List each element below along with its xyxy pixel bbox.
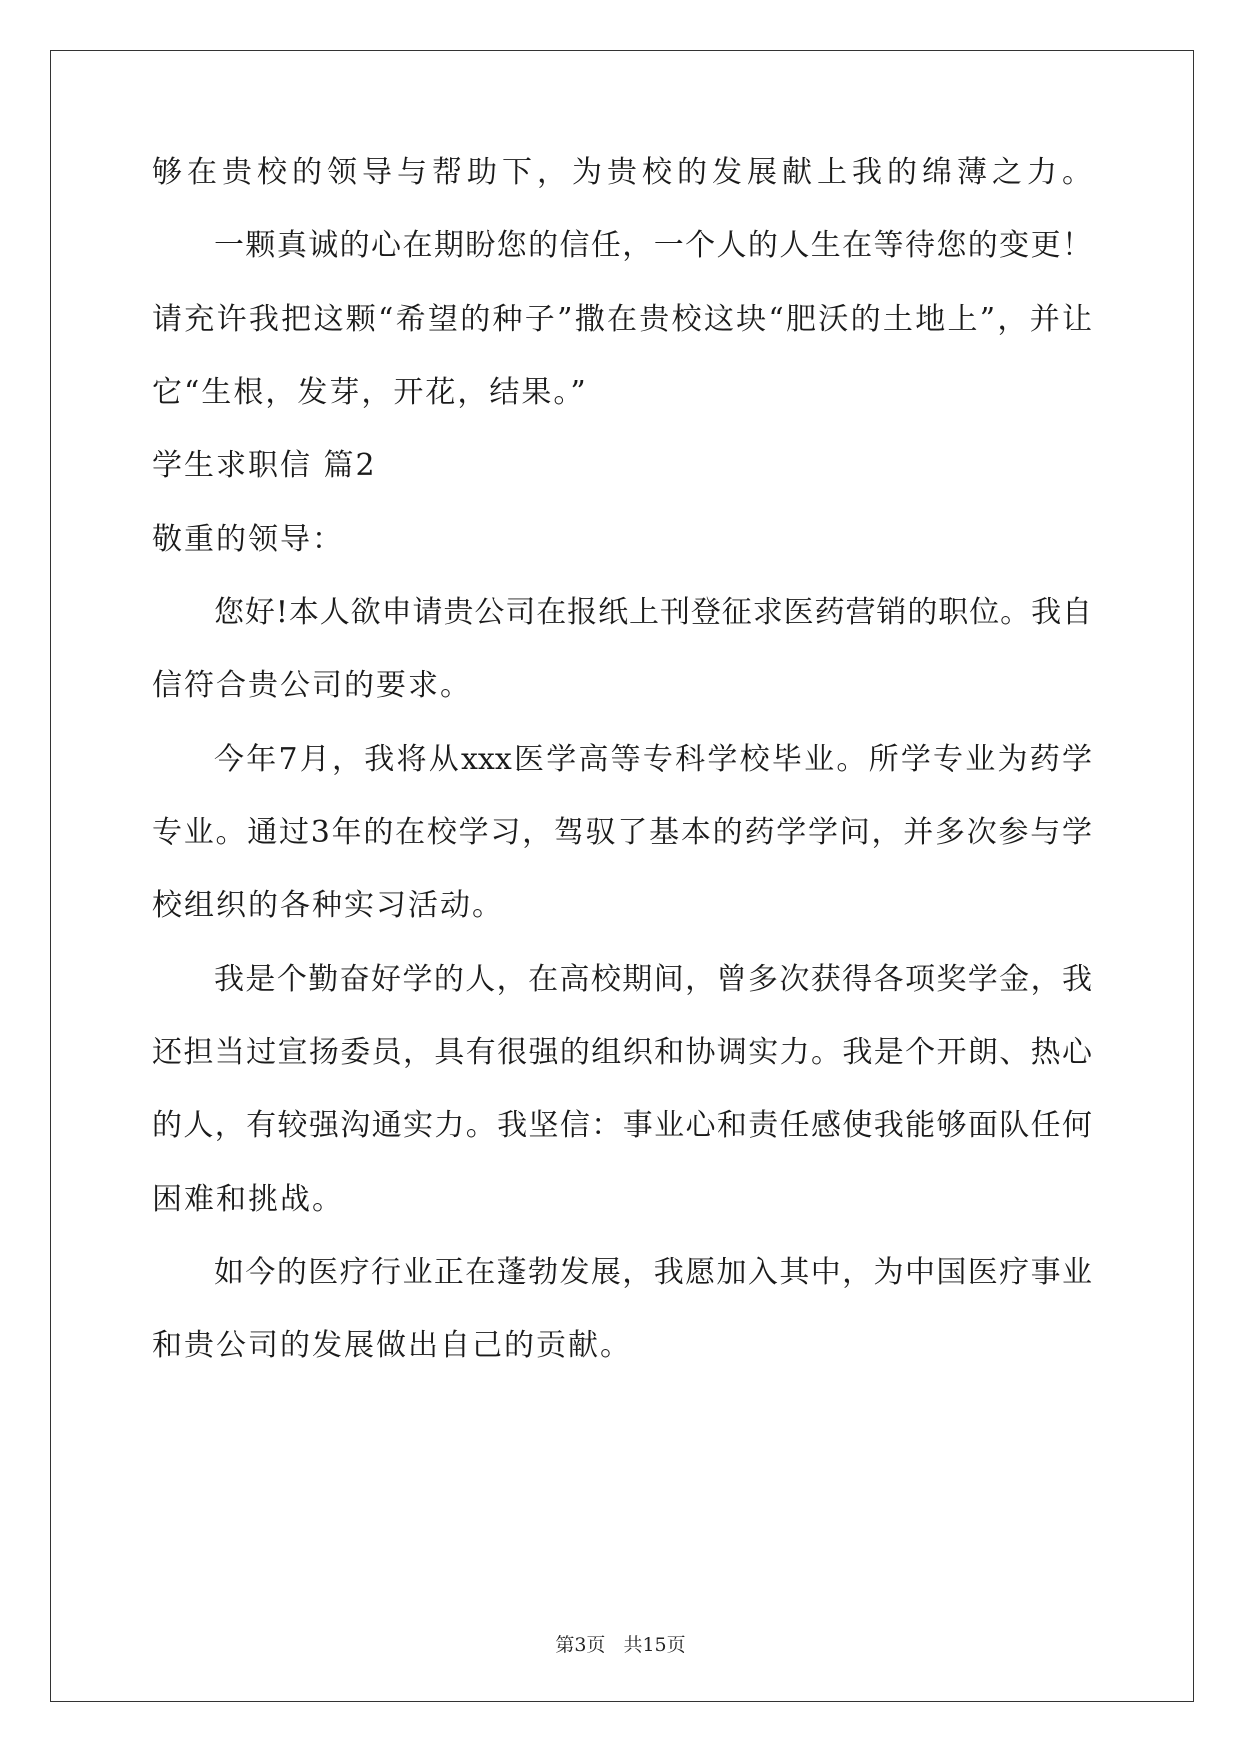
text-line-15: 困难和挑战。	[152, 1182, 344, 1217]
section-heading: 学生求职信 篇2	[152, 448, 377, 483]
text-line-4: 它“生根，发芽，开花，结果。”	[152, 375, 588, 410]
text-line-11: 校组织的各种实习活动。	[152, 888, 504, 923]
text-line-7: 您好!本人欲申请贵公司在报纸上刊登征求医药营销的职位。我自	[214, 595, 1092, 630]
page-total: 共15页	[623, 1634, 686, 1656]
text-line-1: 够在贵校的领导与帮助下，为贵校的发展献上我的绵薄之力。	[152, 155, 1092, 190]
text-line-17: 和贵公司的发展做出自己的贡献。	[152, 1328, 632, 1363]
salutation: 敬重的领导：	[152, 522, 344, 557]
text-line-3: 请充许我把这颗“希望的种子”撒在贵校这块“肥沃的土地上”，并让	[152, 302, 1092, 337]
text-line-9: 今年7月，我将从xxx医学高等专科学校毕业。所学专业为药学	[214, 742, 1092, 777]
page-number: 第3页	[555, 1634, 606, 1656]
page-border	[50, 50, 1194, 1702]
text-line-10: 专业。通过3年的在校学习，驾驭了基本的药学学问，并多次参与学	[152, 815, 1092, 850]
text-line-16: 如今的医疗行业正在蓬勃发展，我愿加入其中，为中国医疗事业	[214, 1255, 1092, 1290]
text-line-2: 一颗真诚的心在期盼您的信任，一个人的人生在等待您的变更！	[214, 228, 1092, 263]
text-line-8: 信符合贵公司的要求。	[152, 668, 472, 703]
text-line-12: 我是个勤奋好学的人，在高校期间，曾多次获得各项奖学金，我	[214, 962, 1092, 997]
page-footer	[0, 1633, 1241, 1657]
text-line-13: 还担当过宣扬委员，具有很强的组织和协调实力。我是个开朗、热心	[152, 1035, 1092, 1070]
text-line-14: 的人，有较强沟通实力。我坚信：事业心和责任感使我能够面队任何	[152, 1108, 1092, 1143]
